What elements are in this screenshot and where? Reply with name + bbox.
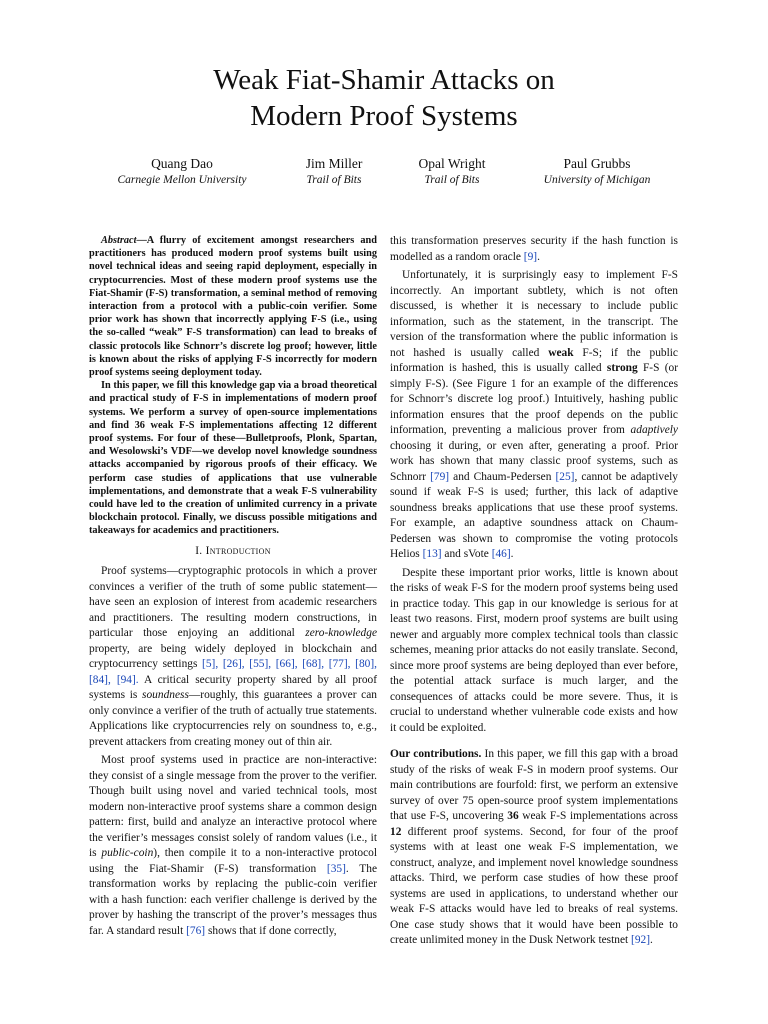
author-affiliation: Carnegie Mellon University bbox=[117, 174, 247, 186]
right-column bbox=[390, 234, 678, 952]
paper-title bbox=[0, 62, 768, 134]
author-4 bbox=[512, 156, 682, 188]
abstract-label: Abstract bbox=[101, 235, 137, 246]
abstract-paragraph-1: Abstract—A flurry of excitement amongst researchers and practitioners has produced modern proof systems built using novel technical ideas and seeing rapid deployment, especially in cryptocurrencies. Most of these modern proof systems use the Fiat-Shamir (F-S) transformation, a seminal method of removing interaction from a protocol with a public-coin verifier. Some prior work has shown that incorrectly applying F-S (i.e., using the so-called “weak” F-S transformation) can lead to breaks of classic protocols like Schnorr’s discrete log proof; however, little is known about the risks of applying F-S incorrectly for modern proof systems seeing deployment today. bbox=[89, 235, 377, 379]
title-line-1: Weak Fiat-Shamir Attacks on bbox=[213, 64, 555, 96]
citation-link[interactable]: [76] bbox=[186, 924, 206, 937]
author-name: Opal Wright bbox=[418, 156, 486, 171]
section-title: Introduction bbox=[205, 544, 271, 557]
contributions-label: Our contributions. bbox=[390, 748, 482, 760]
citation-link[interactable]: [79] bbox=[430, 470, 450, 483]
citation-link[interactable]: [9] bbox=[523, 250, 538, 263]
right-paragraph-2: Despite these important prior works, little is known about the risks of weak F-S for the modern proof systems being used in practice today. This gap in our knowledge is serious for at least two reasons. First, modern proof systems are built using newer and arguably more complex technical tools than classic schemes, meaning prior attacks do not easily translate. Second, since more proof systems are being deployed than ever before, the potential attack surface is much larger, and the consequences of attacks could be more severe. Thus, it is crucial to understand whether vulnerable code exists and how it could be exploited. bbox=[390, 566, 678, 734]
author-affiliation: Trail of Bits bbox=[424, 174, 480, 186]
abstract bbox=[89, 234, 377, 538]
author-name: Quang Dao bbox=[151, 156, 213, 171]
left-column bbox=[89, 234, 377, 942]
paragraph-spacer bbox=[390, 739, 678, 747]
citation-link[interactable]: [13] bbox=[422, 548, 442, 560]
section-heading-introduction bbox=[89, 544, 377, 560]
intro-paragraph-1: Proof systems—cryptographic protocols in which a prover convinces a verifier of the truth of some public statement—have seen an explosion of interest from academic researchers and practitioners. The resulting modern constructions, in particular those enjoying an additional zero-knowledge property, are being widely deployed in blockchain and cryptocurrency settings [5], [26], [55], [66], [68], [77], [80], [84], [94]. A critical security property shared by all proof systems is soundness—roughly, this guarantees a prover can only convince a verifier of the truth of actually true statements. Applications like cryptocurrencies rely on soundness to, e.g., prevent attackers from creating money out of thin air. bbox=[89, 565, 377, 748]
author-block bbox=[0, 156, 768, 196]
intro-paragraph-2: Most proof systems used in practice are non-interactive: they consist of a single message from the prover to the verifier. Though built using novel and varied technical tools, most modern non-interactive proof systems share a common design pattern: first, build and analyze an interactive protocol where the verifier’s messages consist solely of random values (i.e., it is public-coin), then compile it to a non-interactive protocol using the Fiat-Shamir (F-S) transformation [35]. The transformation works by replacing the public-coin verifier with a hash function: each verifier challenge is derived by the prover by hashing the transcript of the prover’s messages thus far. A standard result [76] shows that if done correctly, bbox=[89, 754, 377, 937]
right-paragraph-0: this transformation preserves security if the hash function is modelled as a random oracle [9]. bbox=[390, 235, 678, 263]
citation-link[interactable]: [25] bbox=[555, 470, 575, 483]
contributions-paragraph: Our contributions. In this paper, we fill this gap with a broad study of the risks of weak F-S in modern proof systems. Our main contributions are fourfold: first, we perform an extensive survey of over 75 open-source proof system implementations that use F-S, uncovering 36 weak F-S implementations across 12 different proof systems. Second, for four of the proof systems with at least one weak F-S implementation, we construct, analyze, and implement novel knowledge soundness attacks. Third, we perform case studies of how these proof systems are used in applications, to understand whether our weak F-S attacks would have led to breaks of real systems. One case study shows that it would have been possible to create unlimited money in the Dusk Network testnet [92]. bbox=[390, 748, 679, 946]
author-name: Paul Grubbs bbox=[563, 156, 631, 171]
author-affiliation: Trail of Bits bbox=[306, 174, 362, 186]
abstract-paragraph-2: In this paper, we fill this knowledge gap via a broad theoretical and practical study of F-S in implementations of modern proof systems. We perform a survey of open-source implementations and find 36 weak F-S implementations affecting 12 different proof systems. For four of these—Bulletproofs, Plonk, Spartan, and Wesolowski’s VDF—we develop novel knowledge soundness attacks accompanied by rigorous proofs of their efficacy. We perform case studies of applications that use vulnerable implementations, and demonstrate that a weak F-S vulnerability could have led to the creation of unlimited currency in a private blockchain protocol. Finally, we discuss possible mitigations and takeaways for academics and practitioners. bbox=[89, 380, 377, 537]
section-number: I. bbox=[195, 544, 203, 557]
title-line-2: Modern Proof Systems bbox=[250, 100, 518, 132]
author-name: Jim Miller bbox=[305, 156, 363, 171]
citation-link[interactable]: [92] bbox=[631, 934, 651, 946]
author-affiliation: University of Michigan bbox=[543, 174, 651, 186]
citation-link[interactable]: [46] bbox=[491, 548, 511, 560]
right-paragraph-1: Unfortunately, it is surprisingly easy to implement F-S incorrectly. An important subtlety, which is not often discussed, is whether it is necessary to include public information, such as the statement, in the transcript. The version of the transformation where the public information is not hashed is usually called weak F-S; if the public information is hashed, this is usually called strong F-S (or simply F-S). (See Figure 1 for an example of the differences for Schnorr’s discrete log proof.) Intuitively, hashing public information ensures that the proof depends on the public information, preventing a malicious prover from adaptively choosing it during, or even after, generating a proof. Prior work has shown that many classic proof systems, such as Schnorr [79] and Chaum-Pedersen [25], cannot be adaptively sound if weak F-S is used; further, this lack of adaptive soundness breaks applications that use these proof systems. For example, an adaptive soundness attack on Chaum-Pedersen was shown to compromise the voting protocols Helios [13] and sVote [46]. bbox=[390, 269, 678, 560]
author-1 bbox=[97, 156, 267, 188]
citation-link[interactable]: [35] bbox=[326, 862, 346, 875]
citation-link[interactable]: [5], [26], [55], [66], [68], [77], [80], [84], [94]. bbox=[89, 658, 377, 686]
